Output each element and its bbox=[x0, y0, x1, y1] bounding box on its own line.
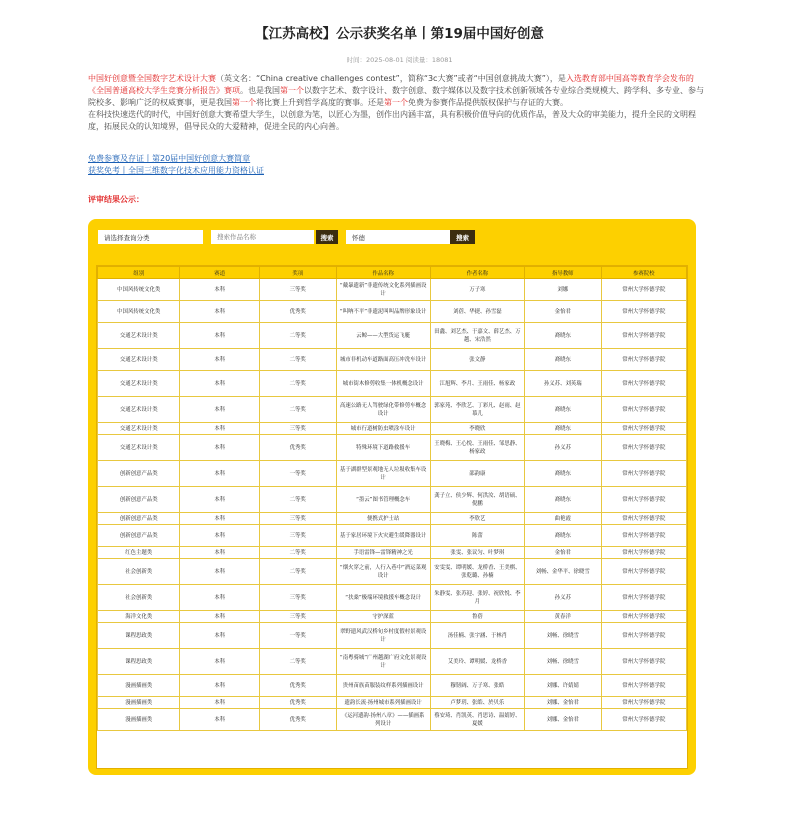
table-cell: 孙义苏、刘英瑞 bbox=[524, 371, 601, 397]
table-cell: 裔晓东 bbox=[524, 349, 601, 371]
table-body bbox=[98, 279, 687, 731]
table-row bbox=[98, 623, 687, 649]
table-cell: 张文静 bbox=[430, 349, 524, 371]
table-cell: 刘畅、徐晓雪 bbox=[524, 649, 601, 675]
table-cell: 刘娜、金怡君 bbox=[524, 709, 601, 731]
table-cell: 本科 bbox=[180, 279, 260, 301]
table-cell: 常州大学怀德学院 bbox=[601, 487, 686, 513]
school-search-button[interactable]: 搜索 bbox=[450, 230, 475, 244]
table-cell: 二等奖 bbox=[259, 487, 336, 513]
intro-text-1: （英文名：“China creative challenges contest”，简称“3c大赛”或者“中国创意挑战大赛”），是 bbox=[216, 74, 566, 83]
table-cell: 裔晓东 bbox=[524, 323, 601, 349]
intro-red-5: 第一个 bbox=[384, 98, 408, 107]
table-header-cell: 作品名称 bbox=[336, 267, 430, 279]
page-title: 【江苏高校】公示获奖名单丨第19届中国好创意 bbox=[255, 26, 544, 42]
table-header-row bbox=[98, 267, 687, 279]
table-cell: 本科 bbox=[180, 525, 260, 547]
table-cell: 创新创意产品类 bbox=[98, 513, 180, 525]
table-cell: 黄春洋 bbox=[524, 611, 601, 623]
table-cell: 本科 bbox=[180, 435, 260, 461]
table-cell: 陈蕾 bbox=[430, 525, 524, 547]
table-cell: 二等奖 bbox=[259, 547, 336, 559]
intro-red-2: 入选教育部中国高等教育学会发布的《全国普通高校大学生竞赛分析报告》赛项 bbox=[88, 74, 694, 95]
table-cell: 邵韵康 bbox=[430, 461, 524, 487]
table-row bbox=[98, 349, 687, 371]
table-cell: 常州大学怀德学院 bbox=[601, 525, 686, 547]
table-row bbox=[98, 423, 687, 435]
table-cell: 城市街木修剪收集一体机概念设计 bbox=[336, 371, 430, 397]
table-cell: 裔晓东 bbox=[524, 525, 601, 547]
table-cell: 刘娜 bbox=[524, 279, 601, 301]
table-cell: 漫画插画类 bbox=[98, 697, 180, 709]
table-cell: 刘娜、金怡君 bbox=[524, 697, 601, 709]
table-header-cell: 赛道 bbox=[180, 267, 260, 279]
search-button[interactable]: 搜索 bbox=[316, 230, 338, 244]
table-cell: 创新创意产品类 bbox=[98, 525, 180, 547]
table-cell: 张雯、张议匀、叶梦琪 bbox=[430, 547, 524, 559]
table-cell: 优秀奖 bbox=[259, 301, 336, 323]
table-cell: 常州大学怀德学院 bbox=[601, 585, 686, 611]
table-cell: 二等奖 bbox=[259, 323, 336, 349]
table-cell: 本科 bbox=[180, 611, 260, 623]
table-row bbox=[98, 559, 687, 585]
table-cell: “扶桑”极端环境救援车概念设计 bbox=[336, 585, 430, 611]
intro-paragraph-1 bbox=[88, 73, 708, 109]
table-header-cell: 奖项 bbox=[259, 267, 336, 279]
table-row bbox=[98, 675, 687, 697]
table-cell: 交通艺术设计类 bbox=[98, 423, 180, 435]
table-cell: 交通艺术设计类 bbox=[98, 349, 180, 371]
table-row bbox=[98, 279, 687, 301]
table-cell: 本科 bbox=[180, 397, 260, 423]
table-cell: 特殊环境下道路救援车 bbox=[336, 435, 430, 461]
intro-red-4: 第一个 bbox=[232, 98, 256, 107]
table-cell: 本科 bbox=[180, 323, 260, 349]
table-cell: 常州大学怀德学院 bbox=[601, 371, 686, 397]
table-cell: 创新创意产品类 bbox=[98, 461, 180, 487]
table-row bbox=[98, 585, 687, 611]
intro-text bbox=[88, 73, 708, 133]
intro-text-2: 。也是我国 bbox=[240, 86, 280, 95]
table-cell: 安雯雯、谭明媛、龙桥香、王美棋、张乾璐、孙楠 bbox=[430, 559, 524, 585]
table-cell: 漫画插画类 bbox=[98, 675, 180, 697]
table-cell: 守护深蓝 bbox=[336, 611, 430, 623]
work-name-search-input[interactable] bbox=[211, 230, 314, 244]
table-cell: “墨云”图书管理概念车 bbox=[336, 487, 430, 513]
table-cell: 二等奖 bbox=[259, 371, 336, 397]
table-row bbox=[98, 547, 687, 559]
table-header-cell: 指导教师 bbox=[524, 267, 601, 279]
table-cell: 手语雷锋—雷锋精神之光 bbox=[336, 547, 430, 559]
table-cell: 常州大学怀德学院 bbox=[601, 279, 686, 301]
intro-text-4: 将比赛上升到哲学高度的赛事。还是 bbox=[256, 98, 384, 107]
table-cell: 刘畅、金华平、徐晓雪 bbox=[524, 559, 601, 585]
table-cell: 金怡君 bbox=[524, 301, 601, 323]
table-cell: 二等奖 bbox=[259, 559, 336, 585]
table-cell: 万子寒 bbox=[430, 279, 524, 301]
table-row bbox=[98, 301, 687, 323]
table-cell: 常州大学怀德学院 bbox=[601, 397, 686, 423]
table-cell: 本科 bbox=[180, 349, 260, 371]
table-cell: 城市行道树防虫喷涂车设计 bbox=[336, 423, 430, 435]
result-label: 评审结果公示： bbox=[88, 195, 144, 204]
table-cell: 王晓梅、王心悦、王雨佳、邹思静、杨家政 bbox=[430, 435, 524, 461]
table-cell: 优秀奖 bbox=[259, 675, 336, 697]
table-row bbox=[98, 513, 687, 525]
table-cell: 本科 bbox=[180, 675, 260, 697]
table-cell: 常州大学怀德学院 bbox=[601, 547, 686, 559]
table-cell: 二等奖 bbox=[259, 397, 336, 423]
table-cell: 交通艺术设计类 bbox=[98, 435, 180, 461]
table-cell: 裔晓东 bbox=[524, 423, 601, 435]
table-cell: 江旭辉、李月、王雨佳、杨家政 bbox=[430, 371, 524, 397]
table-cell: 便携式护士站 bbox=[336, 513, 430, 525]
table-cell: 三等奖 bbox=[259, 611, 336, 623]
table-cell: 基于湖群型景观地无人垃圾收集车设计 bbox=[336, 461, 430, 487]
table-cell: 三等奖 bbox=[259, 525, 336, 547]
table-row bbox=[98, 461, 687, 487]
table-row bbox=[98, 697, 687, 709]
table-cell: 三等奖 bbox=[259, 585, 336, 611]
table-cell: 常州大学怀德学院 bbox=[601, 709, 686, 731]
table-cell: 本科 bbox=[180, 559, 260, 585]
table-cell: 基于家居环境下火灾避生缓降器设计 bbox=[336, 525, 430, 547]
table-row bbox=[98, 525, 687, 547]
table-cell: 刘畅、徐晓雪 bbox=[524, 623, 601, 649]
results-panel bbox=[88, 219, 696, 775]
table-row bbox=[98, 397, 687, 423]
table-cell: 刘蓓、华捷、孙雪磊 bbox=[430, 301, 524, 323]
table-cell: 常州大学怀德学院 bbox=[601, 323, 686, 349]
table-cell: 朱静雯、张苏迎、张婷、祝欣悦、李月 bbox=[430, 585, 524, 611]
table-cell: 孙义苏 bbox=[524, 585, 601, 611]
table-cell: 穆韧阔、万子寒、张皓 bbox=[430, 675, 524, 697]
table-cell: “南粤骑城”广州越湖广府文化景观设计 bbox=[336, 649, 430, 675]
table-cell: 本科 bbox=[180, 585, 260, 611]
link-certification[interactable]: 获奖免考丨全国三维数字化技术应用能力资格认证 bbox=[88, 166, 264, 175]
table-cell: 课程思政类 bbox=[98, 649, 180, 675]
table-cell: 孙义苏 bbox=[524, 435, 601, 461]
table-cell: 曲艳霞 bbox=[524, 513, 601, 525]
table-cell: 刘娜、许婧婧 bbox=[524, 675, 601, 697]
table-cell: 红色主题类 bbox=[98, 547, 180, 559]
table-cell: 城市非机动车道路面高压冲洗车设计 bbox=[336, 349, 430, 371]
intro-text-3: 以数字艺术、数字设计、数字创意、数字媒体以及数字技术创新领域各专业综合类规模大、跨学科、多专业、参与院校多、影响广泛的权威赛事，更是我国 bbox=[88, 86, 704, 107]
table-cell: 常州大学怀德学院 bbox=[601, 649, 686, 675]
table-cell: 本科 bbox=[180, 709, 260, 731]
intro-red-1: 中国好创意暨全国数字艺术设计大赛 bbox=[88, 74, 216, 83]
results-table-container bbox=[96, 265, 688, 769]
table-cell: 常州大学怀德学院 bbox=[601, 623, 686, 649]
table-cell: 遗韵长流·扬州城市系列插画设计 bbox=[336, 697, 430, 709]
table-cell: 常州大学怀德学院 bbox=[601, 349, 686, 371]
table-cell: 一等奖 bbox=[259, 623, 336, 649]
table-cell: 云鲸——大型货运飞艇 bbox=[336, 323, 430, 349]
table-cell: 常州大学怀德学院 bbox=[601, 423, 686, 435]
table-cell: 龚子立、侯少辉、何洪汝、胡语硕、倪鹏 bbox=[430, 487, 524, 513]
table-cell: 漫画插画类 bbox=[98, 709, 180, 731]
table-cell: 常州大学怀德学院 bbox=[601, 675, 686, 697]
table-cell: 贵州苗族苗服装纹样系列插画设计 bbox=[336, 675, 430, 697]
table-cell: 中国风传统文化类 bbox=[98, 279, 180, 301]
table-cell: 常州大学怀德学院 bbox=[601, 301, 686, 323]
table-cell: 郭家苑、李欣艺、丁彩凡、赵雨、赵慕儿 bbox=[430, 397, 524, 423]
table-cell: 蔡安琦、肖凯英、肖思诗、温婧婷、夏媛 bbox=[430, 709, 524, 731]
table-cell: 常州大学怀德学院 bbox=[601, 697, 686, 709]
table-cell: 鲁蓓 bbox=[430, 611, 524, 623]
school-search-input[interactable]: 怀德 bbox=[346, 230, 450, 244]
table-cell: 二等奖 bbox=[259, 649, 336, 675]
link-contest-rules[interactable]: 免费参赛及存证丨第20届中国好创意大赛简章 bbox=[88, 154, 251, 163]
table-row bbox=[98, 435, 687, 461]
table-cell: 《运河遗韵·扬州八章》——插画系列设计 bbox=[336, 709, 430, 731]
table-header-cell: 组别 bbox=[98, 267, 180, 279]
table-cell: 三等奖 bbox=[259, 279, 336, 301]
intro-paragraph-2: 在科技快速迭代的时代，中国好创意大赛希望大学生，以创意为笔，以匠心为墨，创作出内涵丰富，具有积极价值导向的优质作品，普及大众的审美能力，提升全民的文明程度，拓展民众的认知境界，倡导民众的大爱精神，促进全民的内心向善。 bbox=[88, 110, 696, 131]
table-row bbox=[98, 371, 687, 397]
table-cell: “叫呐不平”非遗泥叫叫品牌形象设计 bbox=[336, 301, 430, 323]
table-cell: 课程思政类 bbox=[98, 623, 180, 649]
table-cell: 田鑫、刘艺杰、于嘉文、薛艺杰、万越、宋浩然 bbox=[430, 323, 524, 349]
table-cell: 本科 bbox=[180, 371, 260, 397]
table-header-cell: 作者名称 bbox=[430, 267, 524, 279]
table-cell: 三等奖 bbox=[259, 513, 336, 525]
table-cell: 常州大学怀德学院 bbox=[601, 461, 686, 487]
table-cell: 海洋文化类 bbox=[98, 611, 180, 623]
intro-red-3: 第一个 bbox=[280, 86, 304, 95]
table-cell: 优秀奖 bbox=[259, 697, 336, 709]
table-cell: 社会创新类 bbox=[98, 559, 180, 585]
table-cell: 本科 bbox=[180, 623, 260, 649]
related-links bbox=[88, 153, 264, 177]
table-cell: 交通艺术设计类 bbox=[98, 323, 180, 349]
table-cell: 常州大学怀德学院 bbox=[601, 435, 686, 461]
table-cell: 本科 bbox=[180, 547, 260, 559]
table-row bbox=[98, 611, 687, 623]
table-cell: 李晓欣 bbox=[430, 423, 524, 435]
table-row bbox=[98, 323, 687, 349]
table-row bbox=[98, 487, 687, 513]
results-table bbox=[97, 266, 687, 731]
table-cell: 交通艺术设计类 bbox=[98, 397, 180, 423]
table-cell: 李欣艺 bbox=[430, 513, 524, 525]
table-cell: 裔晓东 bbox=[524, 487, 601, 513]
table-cell: 二等奖 bbox=[259, 349, 336, 371]
table-cell: 汤佳楠、张宇涵、于林肖 bbox=[430, 623, 524, 649]
table-cell: 常州大学怀德学院 bbox=[601, 611, 686, 623]
article-meta: 时间：2025-08-01 阅读量：18081 bbox=[346, 56, 453, 64]
table-cell: 三等奖 bbox=[259, 423, 336, 435]
table-cell: 社会创新类 bbox=[98, 585, 180, 611]
intro-text-5: 免费为参赛作品提供版权保护与存证的大赛。 bbox=[408, 98, 568, 107]
table-cell: “烟火穿之前，人行入巷中”酒运菜观设计 bbox=[336, 559, 430, 585]
table-cell: 卢梦玥、张皓、於贝乐 bbox=[430, 697, 524, 709]
table-cell: 本科 bbox=[180, 649, 260, 675]
table-cell: 常州大学怀德学院 bbox=[601, 559, 686, 585]
table-cell: 本科 bbox=[180, 487, 260, 513]
table-cell: 本科 bbox=[180, 423, 260, 435]
table-row bbox=[98, 709, 687, 731]
table-cell: 本科 bbox=[180, 301, 260, 323]
table-cell: 优秀奖 bbox=[259, 709, 336, 731]
table-cell: 翠野遗风武汉桥旬乡村度假村景观设计 bbox=[336, 623, 430, 649]
table-row bbox=[98, 649, 687, 675]
table-cell: 金怡君 bbox=[524, 547, 601, 559]
category-select[interactable]: 请选择查询分类 bbox=[98, 230, 203, 244]
table-header-cell: 参赛院校 bbox=[601, 267, 686, 279]
table-cell: 裔晓东 bbox=[524, 397, 601, 423]
table-cell: 艾美玲、谭明媛、龙桥香 bbox=[430, 649, 524, 675]
table-cell: 本科 bbox=[180, 513, 260, 525]
table-cell: 本科 bbox=[180, 461, 260, 487]
table-cell: 创新创意产品类 bbox=[98, 487, 180, 513]
table-cell: 本科 bbox=[180, 697, 260, 709]
table-cell: 高速公路无人驾驶绿化带修剪车概念设计 bbox=[336, 397, 430, 423]
table-cell: 优秀奖 bbox=[259, 435, 336, 461]
table-cell: 中国风传统文化类 bbox=[98, 301, 180, 323]
table-cell: “戴暴遗新”非遗传统文化系列插画设计 bbox=[336, 279, 430, 301]
table-cell: 裔晓东 bbox=[524, 461, 601, 487]
table-cell: 一等奖 bbox=[259, 461, 336, 487]
table-cell: 常州大学怀德学院 bbox=[601, 513, 686, 525]
table-cell: 交通艺术设计类 bbox=[98, 371, 180, 397]
